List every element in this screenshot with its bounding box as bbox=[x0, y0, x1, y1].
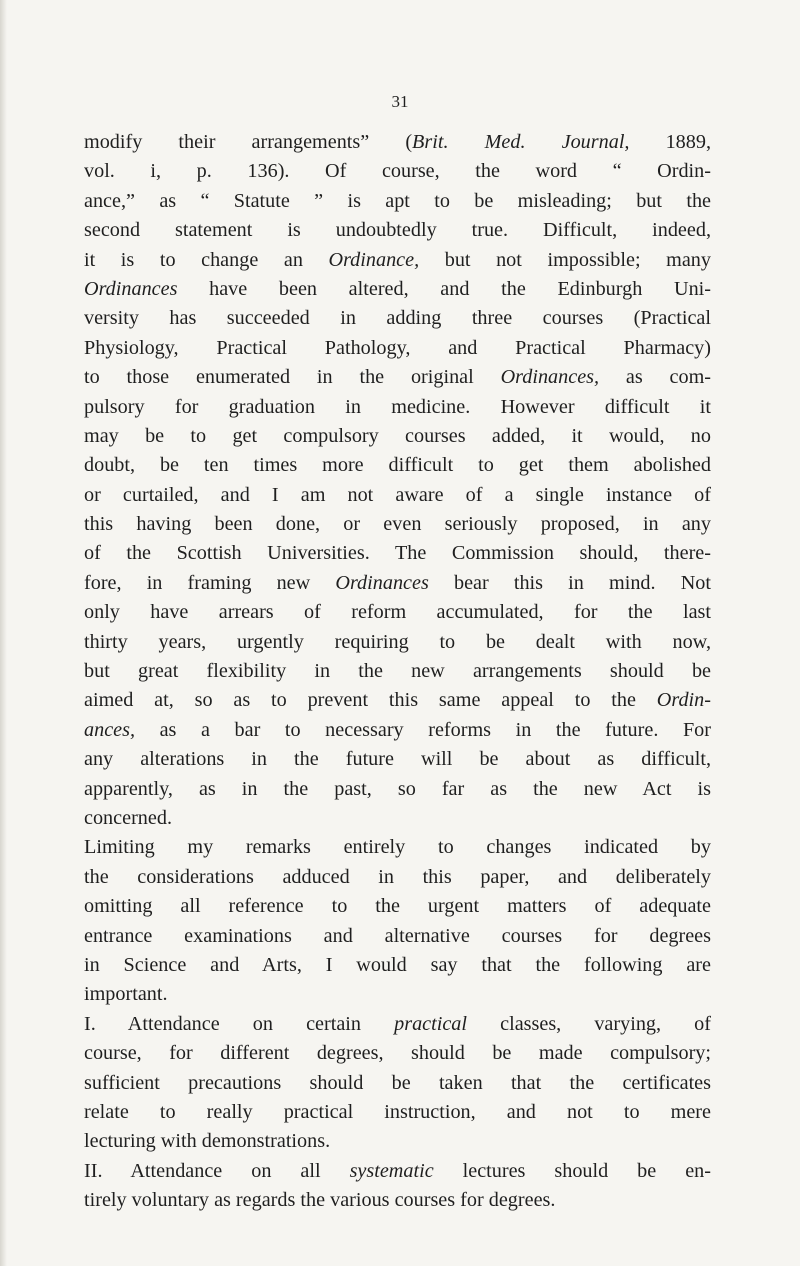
text-run: Limiting my remarks entirely to changes indicated by bbox=[84, 836, 711, 859]
text-line bbox=[84, 393, 711, 422]
text-run: course, for different degrees, should be made compulsory; bbox=[84, 1042, 711, 1065]
text-run: or curtailed, and I am not aware of a single instance of bbox=[84, 483, 711, 506]
text-run: omitting all reference to the urgent matters of adequate bbox=[84, 895, 711, 918]
text-line bbox=[84, 657, 711, 686]
text-line bbox=[84, 1157, 711, 1186]
text-run: Physiology, Practical Pathology, and Practical Pharmacy) bbox=[84, 336, 711, 359]
text-run: to those enumerated in the original bbox=[84, 366, 501, 389]
text-run: of the Scottish Universities. The Commission should, there- bbox=[84, 542, 711, 565]
body-text bbox=[84, 128, 711, 1215]
text-run: as a bar to necessary reforms in the future. For bbox=[135, 718, 711, 741]
text-line bbox=[84, 1010, 711, 1039]
text-run: lecturing with demonstrations. bbox=[84, 1130, 331, 1153]
italic-text: Ordin- bbox=[656, 689, 711, 712]
text-run: only have arrears of reform accumulated, for the last bbox=[84, 601, 711, 624]
text-run: this having been done, or even seriously proposed, in any bbox=[84, 513, 711, 536]
text-line bbox=[84, 363, 711, 392]
text-run: II. Attendance on all bbox=[84, 1159, 350, 1182]
text-line bbox=[84, 128, 711, 157]
text-line bbox=[84, 1069, 711, 1098]
text-run: ance,” as “ Statute ” is apt to be misleading; but the bbox=[84, 189, 711, 212]
text-line bbox=[84, 481, 711, 510]
text-run: concerned. bbox=[84, 806, 172, 829]
text-line bbox=[84, 980, 711, 1009]
text-line bbox=[84, 745, 711, 774]
text-run: any alterations in the future will be about as difficult, bbox=[84, 748, 711, 771]
italic-text: Ordinances bbox=[84, 277, 178, 300]
text-line bbox=[84, 334, 711, 363]
text-run: but not impossible; many bbox=[419, 248, 711, 271]
text-line bbox=[84, 510, 711, 539]
text-line bbox=[84, 157, 711, 186]
text-line bbox=[84, 863, 711, 892]
text-run: in Science and Arts, I would say that the following are bbox=[84, 953, 711, 976]
text-line bbox=[84, 892, 711, 921]
text-run: tirely voluntary as regards the various courses for degrees. bbox=[84, 1189, 556, 1212]
text-run: aimed at, so as to prevent this same appeal to the bbox=[84, 689, 657, 712]
page-number: 31 bbox=[391, 92, 409, 111]
text-line bbox=[84, 216, 711, 245]
text-run: apparently, as in the past, so far as the new Act is bbox=[84, 777, 711, 800]
text-run: I. Attendance on certain bbox=[84, 1012, 395, 1035]
text-run: but great flexibility in the new arrangements should be bbox=[84, 660, 711, 683]
text-run: versity has succeeded in adding three courses (Practical bbox=[84, 307, 711, 330]
text-line bbox=[84, 686, 711, 715]
italic-text: Ordinance, bbox=[328, 248, 420, 271]
text-run: as com- bbox=[599, 366, 711, 389]
text-run: thirty years, urgently requiring to be dealt with now, bbox=[84, 630, 711, 653]
text-run: have been altered, and the Edinburgh Uni- bbox=[177, 277, 711, 300]
text-line bbox=[84, 275, 711, 304]
text-run: relate to really practical instruction, and not to mere bbox=[84, 1100, 711, 1123]
italic-text: Ordinances bbox=[335, 571, 429, 594]
text-line bbox=[84, 451, 711, 480]
text-line bbox=[84, 775, 711, 804]
page-edge-shadow bbox=[0, 0, 7, 1266]
text-run: modify their arrangements” ( bbox=[84, 131, 413, 153]
italic-text: Ordinances, bbox=[500, 366, 600, 389]
text-run: sufficient precautions should be taken that the certificates bbox=[84, 1071, 711, 1094]
text-run: 1889, bbox=[629, 131, 712, 153]
text-line bbox=[84, 628, 711, 657]
text-line bbox=[84, 422, 711, 451]
text-line bbox=[84, 1186, 711, 1215]
italic-text: practical bbox=[394, 1012, 468, 1035]
text-line bbox=[84, 598, 711, 627]
text-run: doubt, be ten times more difficult to get them abolished bbox=[84, 454, 711, 477]
text-run: the considerations adduced in this paper, and deliberately bbox=[84, 865, 711, 888]
text-run: second statement is undoubtedly true. Difficult, indeed, bbox=[84, 219, 711, 242]
text-line bbox=[84, 304, 711, 333]
text-run: bear this in mind. Not bbox=[428, 571, 711, 594]
text-run: vol. i, p. 136). Of course, the word “ Ordin- bbox=[84, 160, 711, 183]
italic-text: systematic bbox=[349, 1159, 434, 1182]
text-run: lectures should be en- bbox=[433, 1159, 711, 1182]
text-run: pulsory for graduation in medicine. However difficult it bbox=[84, 395, 711, 418]
text-line bbox=[84, 951, 711, 980]
text-line bbox=[84, 539, 711, 568]
text-line bbox=[84, 246, 711, 275]
text-run: important. bbox=[84, 983, 168, 1006]
text-line bbox=[84, 716, 711, 745]
italic-text: ances, bbox=[84, 718, 136, 741]
text-run: classes, varying, of bbox=[467, 1012, 711, 1035]
italic-text: Brit. Med. Journal, bbox=[412, 131, 630, 153]
text-run: it is to change an bbox=[84, 248, 329, 271]
text-line bbox=[84, 1127, 711, 1156]
text-line bbox=[84, 833, 711, 862]
text-line bbox=[84, 1039, 711, 1068]
text-line bbox=[84, 1098, 711, 1127]
text-line bbox=[84, 804, 711, 833]
text-line bbox=[84, 922, 711, 951]
text-run: fore, in framing new bbox=[84, 571, 336, 594]
text-line bbox=[84, 569, 711, 598]
text-line bbox=[84, 187, 711, 216]
text-run: may be to get compulsory courses added, it would, no bbox=[84, 424, 711, 447]
text-run: entrance examinations and alternative courses for degrees bbox=[84, 924, 711, 947]
